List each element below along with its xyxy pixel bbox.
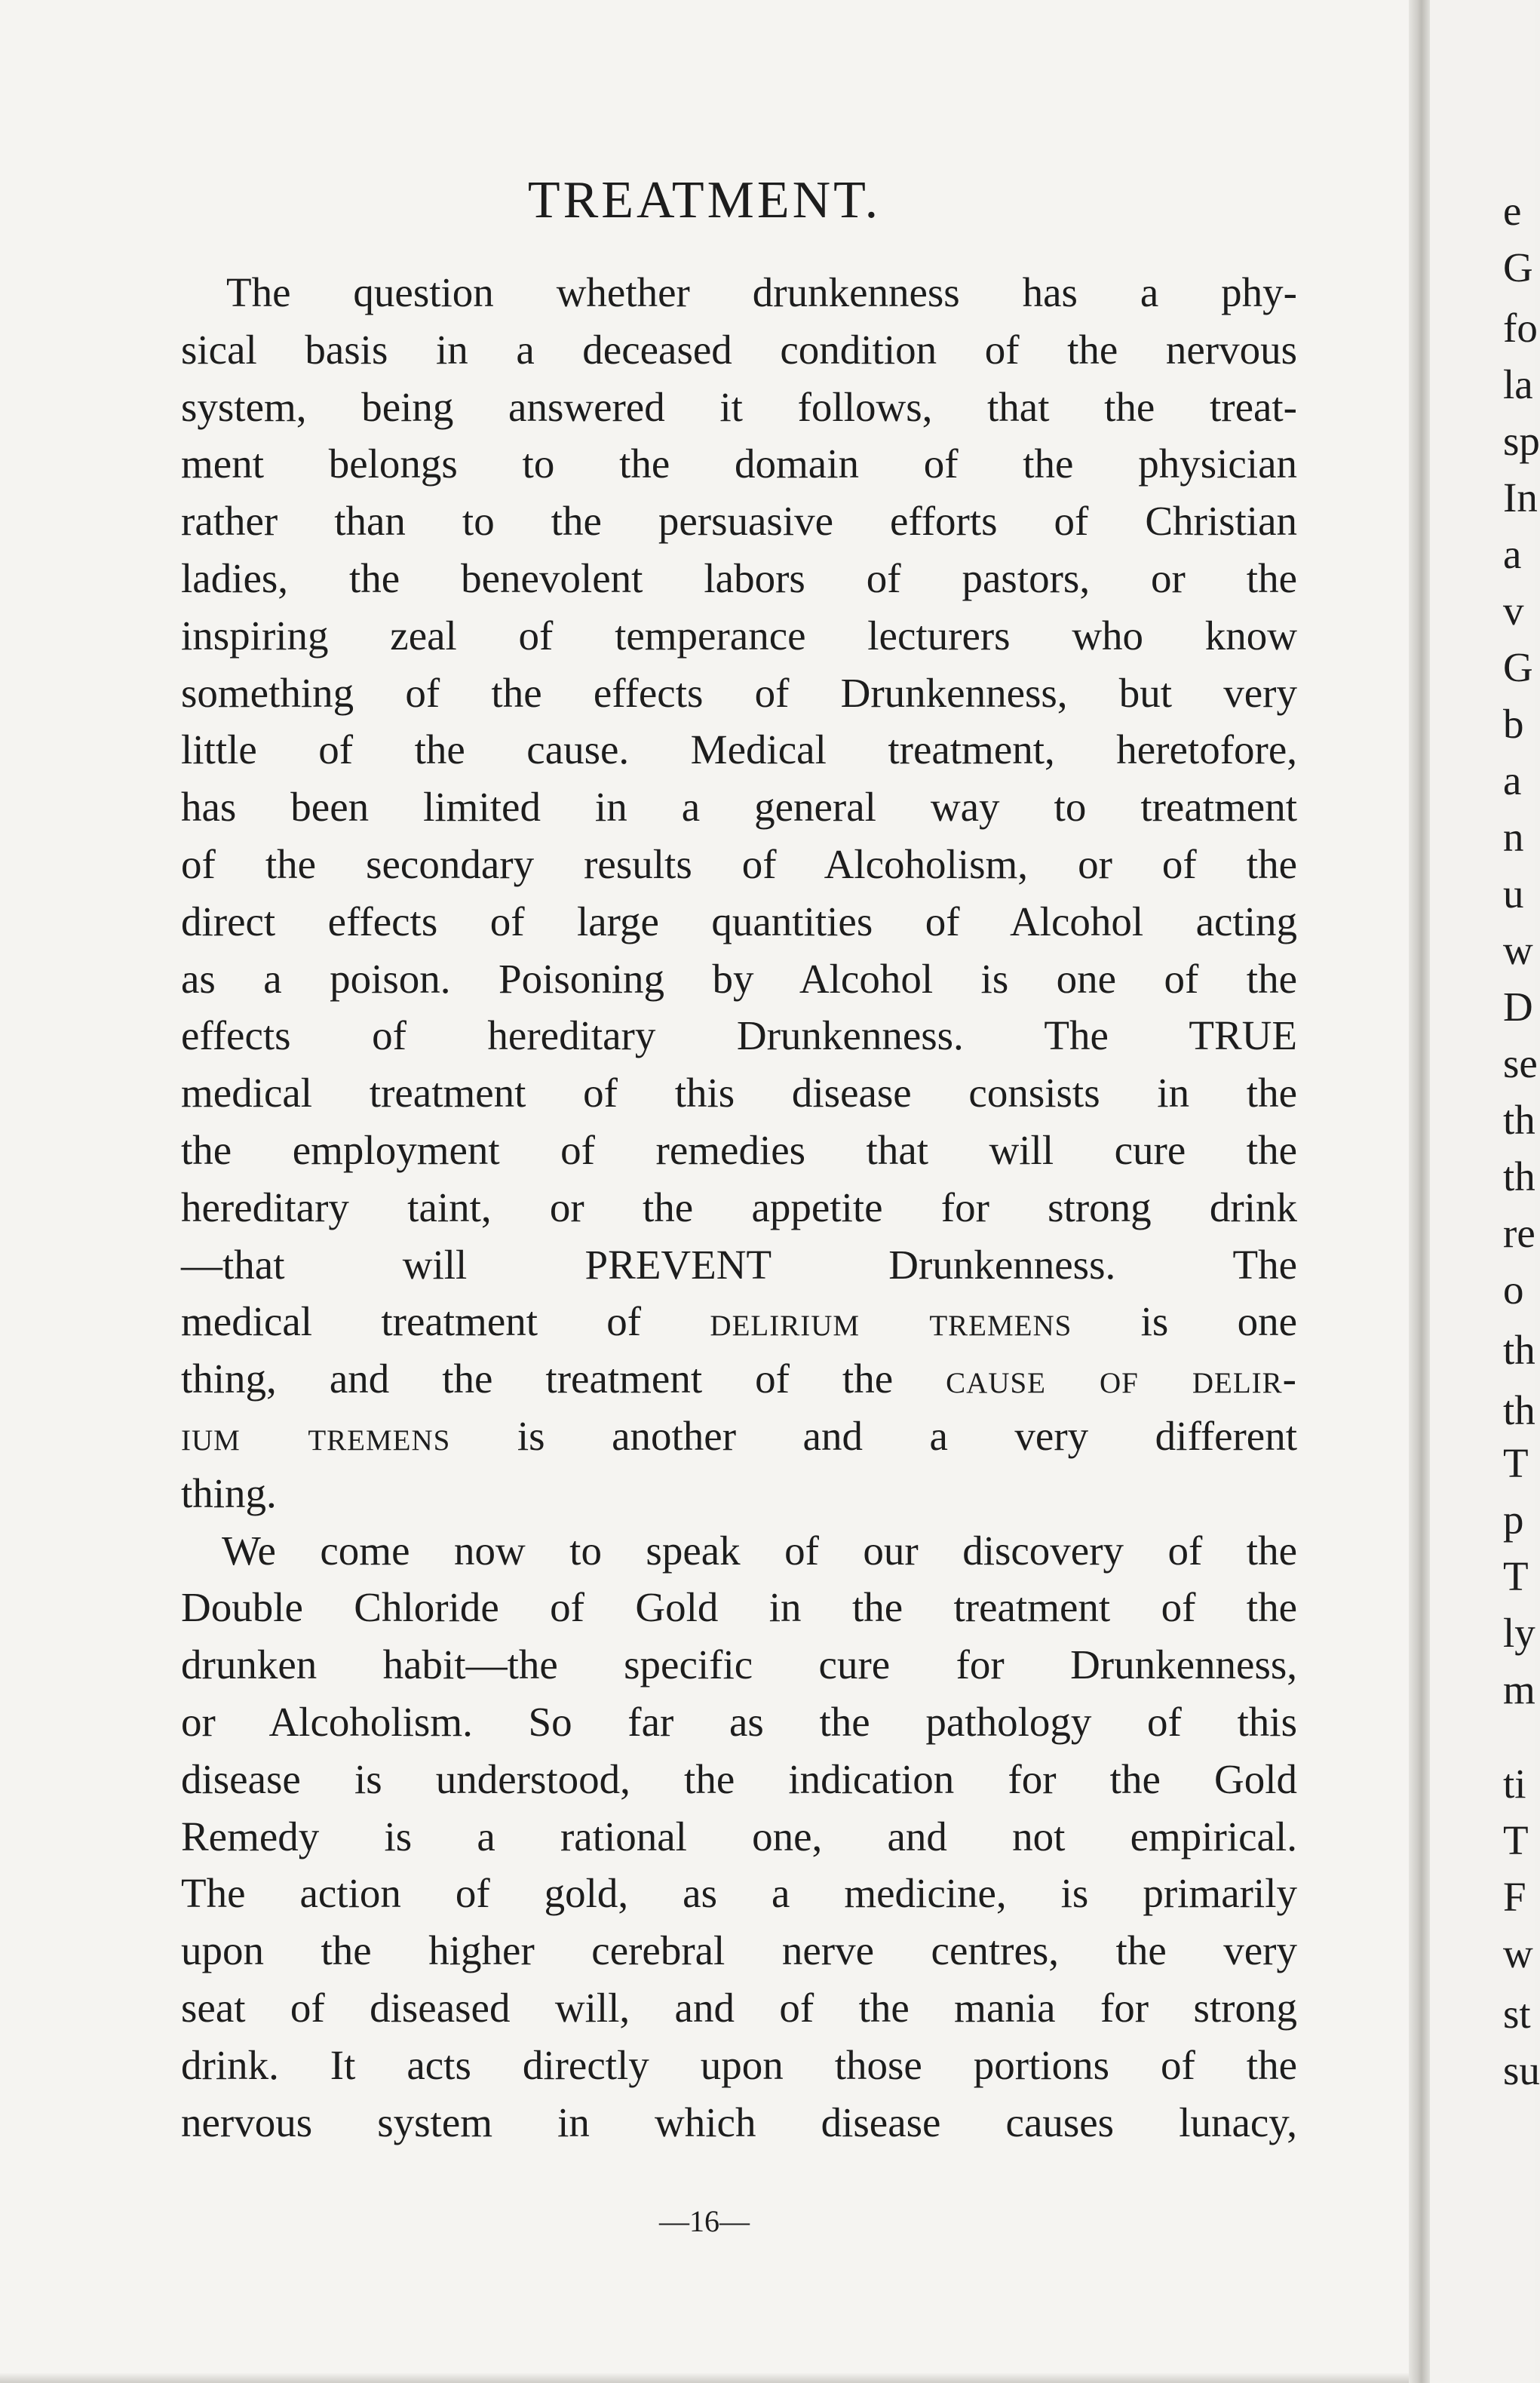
adjacent-page-fragment: p (1503, 1497, 1524, 1543)
text-line: seat of diseased will, and of the mania for strong (181, 1984, 1297, 2031)
text-line: direct effects of large quantities of Alcohol acting (181, 898, 1297, 944)
adjacent-page-fragment: th (1503, 1327, 1535, 1373)
adjacent-page-fragment: a (1503, 757, 1522, 803)
adjacent-page-fragment: In (1503, 474, 1538, 521)
text-line (181, 1408, 1297, 1465)
text-line: medical treatment of this disease consists in the (181, 1070, 1297, 1116)
text-line: ladies, the benevolent labors of pastors, or the (181, 554, 1297, 601)
text-line: drunken habit—the specific cure for Drunkenness, (181, 1641, 1297, 1688)
body-text (181, 264, 1297, 2151)
text-line: as a poison. Poisoning by Alcohol is one of the (181, 955, 1297, 1002)
adjacent-page-fragment: T (1503, 1817, 1529, 1863)
adjacent-page-fragment: b (1503, 701, 1524, 747)
adjacent-page-fragment: G (1503, 644, 1533, 690)
text-run: thing, and the treatment of the (181, 1356, 946, 1402)
small-caps-phrase: delirium tremens (710, 1298, 1072, 1345)
adjacent-page-fragment: e (1503, 188, 1522, 234)
adjacent-page-fragment: o (1503, 1267, 1524, 1313)
text-line: The action of gold, as a medicine, is primarily (181, 1870, 1297, 1917)
adjacent-page-fragment: se (1503, 1040, 1538, 1086)
adjacent-page-fragment: G (1503, 244, 1533, 290)
adjacent-page-fragment: w (1503, 1930, 1533, 1976)
small-caps-phrase: ium tremens (181, 1412, 451, 1459)
text-line: of the secondary results of Alcoholism, or of the (181, 840, 1297, 887)
text-line: system, being answered it follows, that the treat- (181, 383, 1297, 430)
adjacent-page-fragment: T (1503, 1440, 1529, 1486)
text-line: drink. It acts directly upon those portions of the (181, 2041, 1297, 2088)
text-line: inspiring zeal of temperance lecturers who know (181, 612, 1297, 659)
text-line (181, 1293, 1297, 1350)
text-line: effects of hereditary Drunkenness. The TRUE (181, 1012, 1297, 1059)
adjacent-page-fragment: fo (1503, 305, 1538, 351)
adjacent-page-fragment: m (1503, 1666, 1535, 1712)
text-line: little of the cause. Medical treatment, heretofore, (181, 726, 1297, 773)
text-line: sical basis in a deceased condition of the nervous (181, 326, 1297, 373)
text-line: ment belongs to the domain of the physician (181, 441, 1297, 487)
text-line: nervous system in which disease causes lunacy, (181, 2099, 1297, 2145)
page-title: TREATMENT. (527, 171, 882, 229)
adjacent-page-fragment: ti (1503, 1761, 1526, 1807)
text-line: the employment of remedies that will cure the (181, 1126, 1297, 1173)
text-line: has been limited in a general way to treatment (181, 784, 1297, 831)
text-line: disease is understood, the indication for the Gold (181, 1755, 1297, 1802)
adjacent-page-fragment: sp (1503, 418, 1540, 464)
page-bottom-edge (0, 2372, 1409, 2383)
book-gutter (1409, 0, 1430, 2383)
text-line: hereditary taint, or the appetite for strong drink (181, 1184, 1297, 1230)
text-line: upon the higher cerebral nerve centres, the very (181, 1927, 1297, 1974)
adjacent-page-fragment: w (1503, 927, 1533, 973)
page-number: —16— (659, 2204, 750, 2238)
text-line: thing. (181, 1469, 277, 1516)
text-line (181, 1350, 1297, 1408)
adjacent-page-fragment: T (1503, 1553, 1529, 1599)
adjacent-page-fragment: n (1503, 814, 1524, 860)
text-line: Double Chloride of Gold in the treatment of the (181, 1584, 1297, 1631)
adjacent-page-fragment: st (1503, 1991, 1531, 2037)
adjacent-page-fragment: D (1503, 984, 1533, 1030)
adjacent-page-fragment: su (1503, 2047, 1540, 2093)
text-line: rather than to the persuasive efforts of Christian (181, 498, 1297, 545)
adjacent-page-fragment: F (1503, 1874, 1526, 1920)
adjacent-page-fragment: u (1503, 871, 1524, 917)
text-line: something of the effects of Drunkenness, but very (181, 669, 1297, 716)
text-run: is another and a very different (450, 1412, 1298, 1459)
text-line: or Alcoholism. So far as the pathology of this (181, 1698, 1297, 1745)
text-run: is one (1072, 1298, 1297, 1345)
text-line: We come now to speak of our discovery of the (222, 1527, 1297, 1574)
adjacent-page-fragment: re (1503, 1210, 1535, 1256)
text-line: The question whether drunkenness has a phy- (226, 269, 1297, 315)
text-line: —that will PREVENT Drunkenness. The (181, 1241, 1297, 1288)
adjacent-page-fragment: a (1503, 531, 1522, 577)
text-run: medical treatment of (181, 1298, 710, 1345)
text-line: Remedy is a rational one, and not empirical. (181, 1813, 1297, 1859)
adjacent-page-fragment: th (1503, 1387, 1535, 1433)
adjacent-page-fragment: th (1503, 1097, 1535, 1143)
small-caps-phrase: cause of delir- (946, 1356, 1297, 1402)
adjacent-page-fragment: v (1503, 588, 1524, 634)
adjacent-page-fragment: ly (1503, 1610, 1535, 1656)
adjacent-page-fragment: th (1503, 1153, 1535, 1199)
adjacent-page-fragment: la (1503, 361, 1533, 407)
